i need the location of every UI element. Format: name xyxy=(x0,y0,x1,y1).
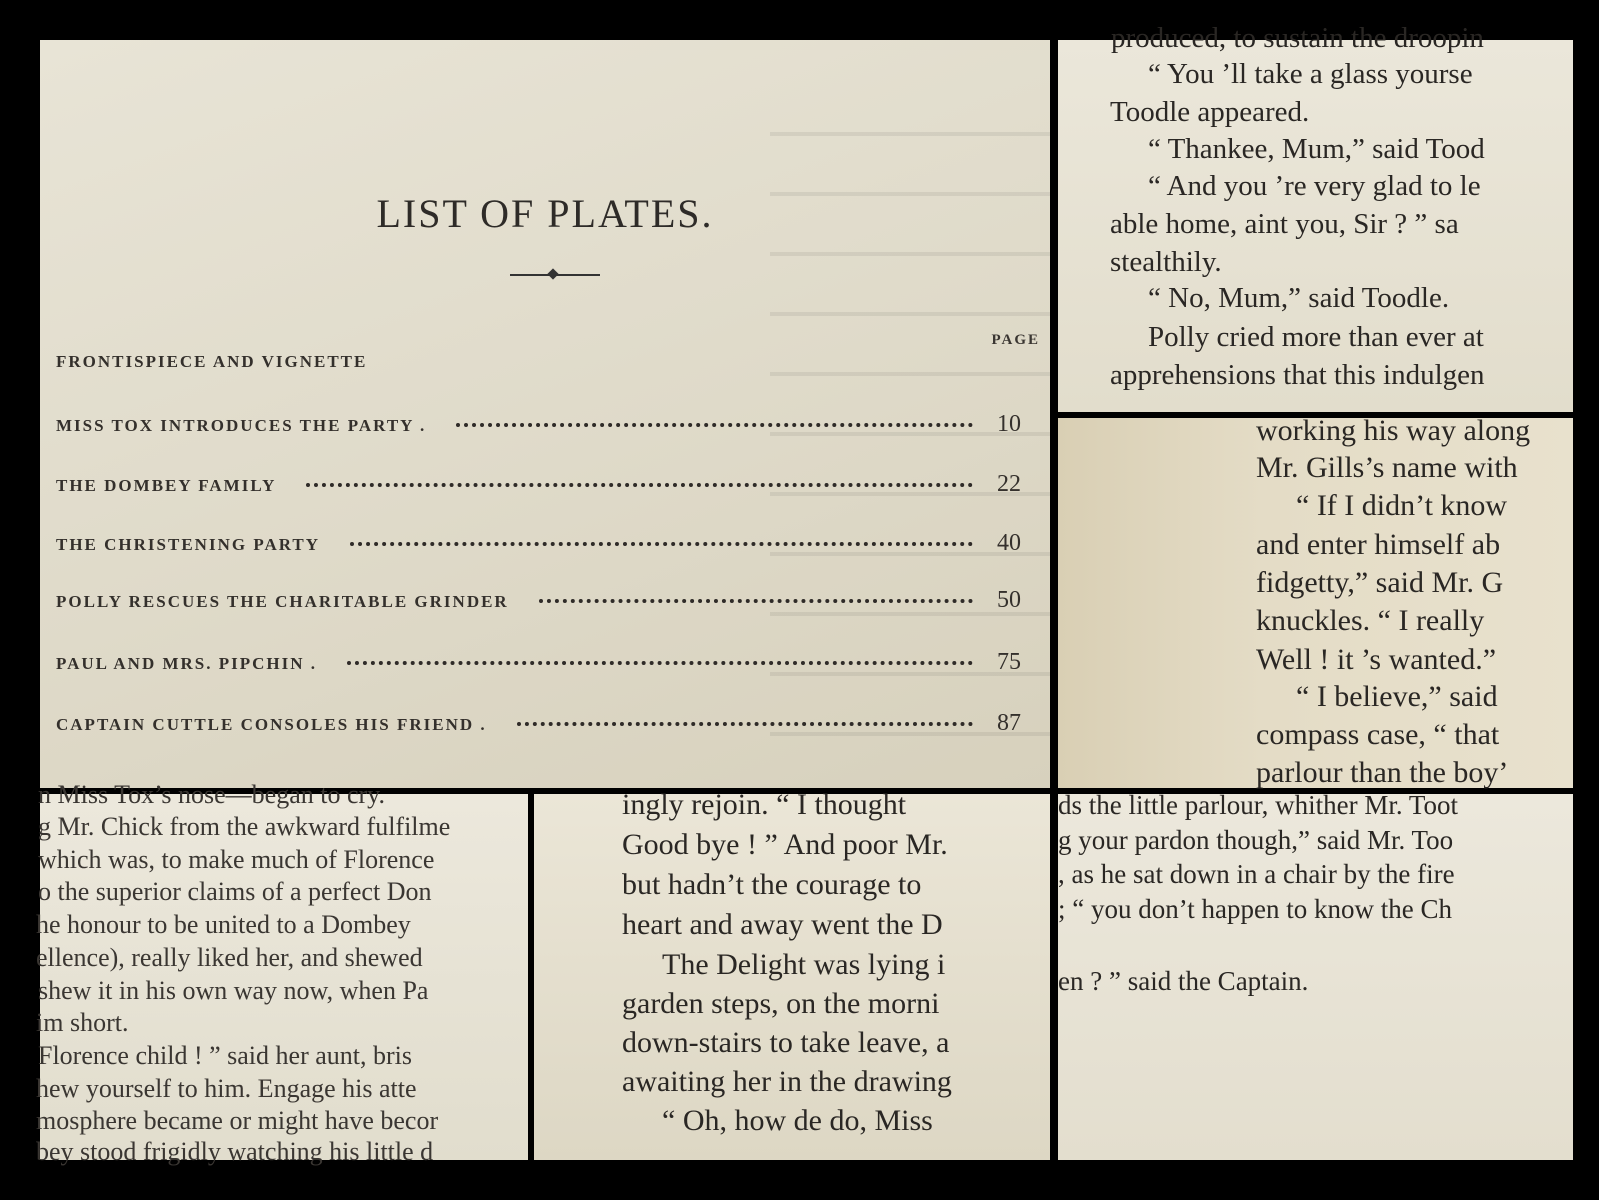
excerpt-middle-right xyxy=(1058,414,1573,789)
leader-dots xyxy=(517,722,973,726)
text-line: heart and away went the D xyxy=(622,908,943,941)
plate-label: THE CHRISTENING PARTY xyxy=(56,535,321,554)
text-line: The Delight was lying i xyxy=(662,948,946,981)
text-line: Florence child ! ” said her aunt, bris xyxy=(38,1041,412,1070)
leader-dots xyxy=(347,661,973,665)
text-line: down-stairs to take leave, a xyxy=(622,1026,950,1059)
leader-dots xyxy=(350,542,973,546)
text-line: able home, aint you, Sir ? ” sa xyxy=(1110,208,1459,240)
text-line: “ Oh, how de do, Miss xyxy=(662,1104,933,1137)
list-of-plates-page xyxy=(40,40,1050,788)
text-line: awaiting her in the drawing xyxy=(622,1065,952,1098)
text-line: ds the little parlour, whither Mr. Toot xyxy=(1058,790,1458,820)
text-line: en ? ” said the Captain. xyxy=(1058,966,1309,996)
text-line: but hadn’t the courage to xyxy=(622,868,922,901)
text-line: “ You ’ll take a glass yourse xyxy=(1148,58,1473,90)
text-line: parlour than the boy’ xyxy=(1256,756,1509,789)
page-column-header: PAGE xyxy=(991,332,1040,348)
plate-label: FRONTISPIECE AND VIGNETTE xyxy=(56,352,368,371)
plate-page-number: 50 xyxy=(997,587,1021,613)
text-line: fidgetty,” said Mr. G xyxy=(1256,566,1504,599)
text-line: Toodle appeared. xyxy=(1110,96,1310,128)
plate-entry xyxy=(56,649,1021,677)
text-line: working his way along xyxy=(1256,414,1531,447)
text-line: Mr. Gills’s name with xyxy=(1256,451,1518,484)
text-line: knuckles. “ I really xyxy=(1256,604,1485,637)
text-line: g Mr. Chick from the awkward fulfilme xyxy=(38,812,451,841)
text-line: compass case, “ that xyxy=(1256,718,1500,751)
text-line: g your pardon though,” said Mr. Too xyxy=(1058,825,1454,855)
plate-page-number: 87 xyxy=(997,710,1021,736)
text-line: im short. xyxy=(36,1008,129,1037)
text-line: “ No, Mum,” said Toodle. xyxy=(1148,282,1450,314)
page-title: LIST OF PLATES. xyxy=(376,191,714,236)
plate-entry xyxy=(56,530,1021,558)
text-line: “ And you ’re very glad to le xyxy=(1148,170,1481,202)
text-line: Well ! it ’s wanted.” xyxy=(1256,643,1497,676)
plate-page-number: 22 xyxy=(997,471,1021,497)
plate-label: CAPTAIN CUTTLE CONSOLES HIS FRIEND . xyxy=(56,715,487,734)
excerpt-bottom-right xyxy=(1058,790,1573,1160)
plate-label: PAUL AND MRS. PIPCHIN . xyxy=(56,654,318,673)
plate-entry xyxy=(56,710,1021,738)
plate-page-number: 40 xyxy=(997,530,1021,556)
text-line: apprehensions that this indulgen xyxy=(1110,359,1485,391)
text-line: , as he sat down in a chair by the fire xyxy=(1058,859,1455,889)
text-line: and enter himself ab xyxy=(1256,528,1501,561)
plate-entry xyxy=(56,587,1021,615)
text-line: o the superior claims of a perfect Don xyxy=(38,877,432,906)
text-line: Good bye ! ” And poor Mr. xyxy=(622,828,948,861)
plate-entry xyxy=(56,352,1021,380)
text-line: bey stood frigidly watching his little d xyxy=(36,1137,434,1166)
text-line: Polly cried more than ever at xyxy=(1148,321,1484,353)
plate-page-number: 10 xyxy=(997,411,1021,437)
text-line: mosphere became or might have becor xyxy=(36,1106,439,1135)
text-line: ellence), really liked her, and shewed xyxy=(36,943,423,972)
leader-dots xyxy=(539,599,973,603)
text-line: he honour to be united to a Dombey xyxy=(36,910,411,939)
text-line: produced, to sustain the droopin xyxy=(1111,22,1484,54)
text-line: shew it in his own way now, when Pa xyxy=(38,976,429,1005)
excerpt-bottom-middle xyxy=(534,788,1050,1160)
text-line: stealthily. xyxy=(1110,246,1222,278)
plate-label: POLLY RESCUES THE CHARITABLE GRINDER xyxy=(56,592,509,611)
text-line: garden steps, on the morni xyxy=(622,987,940,1020)
text-line: n Miss Tox’s nose—began to cry. xyxy=(38,780,385,809)
plate-label: MISS TOX INTRODUCES THE PARTY . xyxy=(56,416,427,435)
text-line: which was, to make much of Florence xyxy=(38,845,435,874)
plate-entry xyxy=(56,471,1021,499)
excerpt-bottom-left xyxy=(36,780,528,1166)
excerpt-top-right xyxy=(1058,22,1573,412)
plate-label: THE DOMBEY FAMILY xyxy=(56,476,277,495)
text-line: ; “ you don’t happen to know the Ch xyxy=(1058,894,1452,924)
text-line: “ I believe,” said xyxy=(1296,680,1498,713)
plate-entry xyxy=(56,411,1021,439)
text-line: ingly rejoin. “ I thought xyxy=(622,788,907,821)
text-line: “ Thankee, Mum,” said Tood xyxy=(1148,133,1485,165)
ornament-rule xyxy=(510,274,600,276)
text-line: hew yourself to him. Engage his atte xyxy=(36,1074,417,1103)
text-line: “ If I didn’t know xyxy=(1296,489,1508,522)
leader-dots xyxy=(306,483,973,487)
leader-dots xyxy=(456,423,973,427)
plate-page-number: 75 xyxy=(997,649,1021,675)
